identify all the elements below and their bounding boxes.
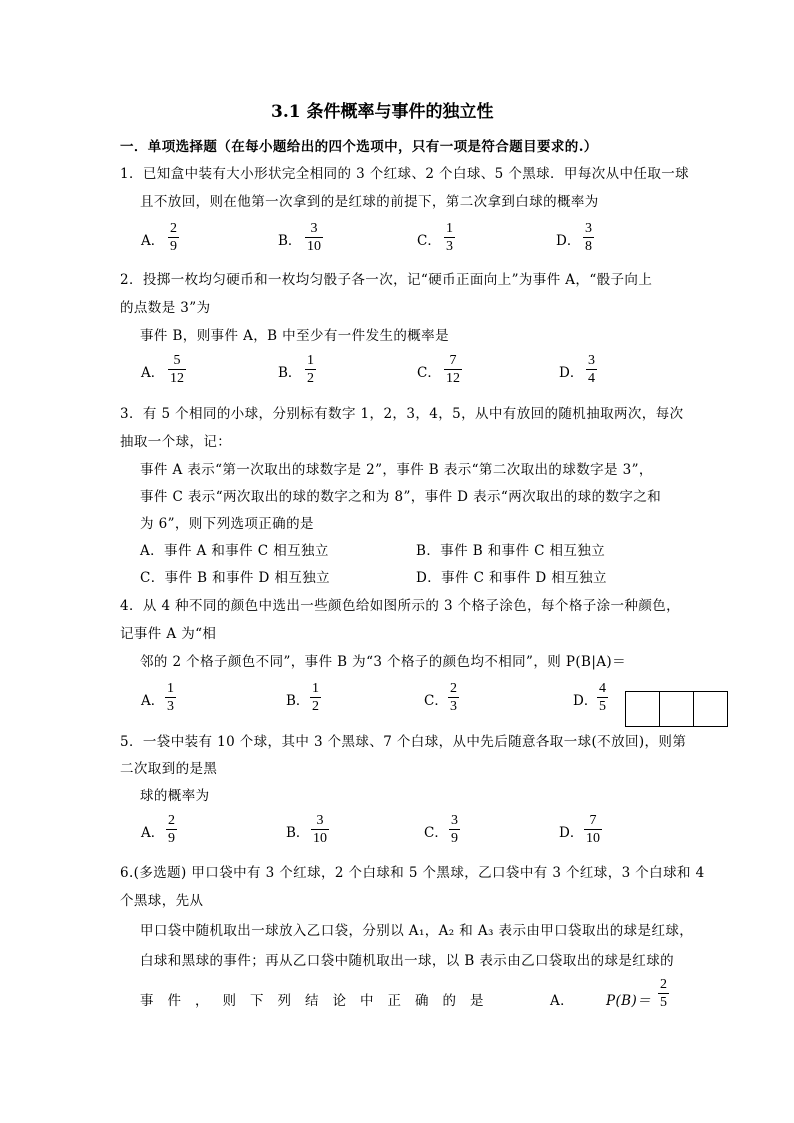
q6-line3: 甲口袋中随机取出一球放入乙口袋，分别以 A₁，A₂ 和 A₃ 表示由甲口袋取出的球是红球， — [140, 923, 694, 939]
q1-opts-fraction-0 — [168, 220, 179, 255]
q6-line1: 6.(多选题) 甲口袋中有 3 个红球，2 个白球和 5 个黑球，乙口袋中有 3 个红球，3 个白球和 4 — [120, 865, 705, 881]
q6-option-a-expr: P(B)＝ — [606, 993, 652, 1009]
fraction-denominator: 9 — [168, 831, 175, 846]
fraction-numerator: 7 — [449, 353, 457, 368]
q3-line2: 抽取一个球，记： — [120, 434, 232, 450]
page-title: 3.1 条件概率与事件的独立性 — [271, 102, 494, 122]
q5-opts-fraction-2 — [449, 812, 460, 847]
q1-opts-fraction-1 — [305, 220, 323, 255]
q5-opts-fraction-1 — [311, 812, 329, 847]
q3-option-b: B．事件 B 和事件 C 相互独立 — [416, 543, 606, 559]
fraction-numerator: 2 — [660, 977, 667, 992]
q5-line1: 5．一袋中装有 10 个球，其中 3 个黑球、7 个白球，从中先后随意各取一球(不放回)，则第 — [120, 734, 687, 750]
fraction-denominator: 3 — [167, 699, 174, 714]
fraction-numerator: 2 — [450, 681, 457, 696]
q3-line1: 3．有 5 个相同的小球，分别标有数字 1，2，3，4，5，从中有放回的随机抽取两次，每次 — [120, 406, 684, 422]
q2-opts-fraction-0 — [168, 352, 186, 387]
fraction-numerator: 2 — [170, 221, 177, 236]
q2-opts-letter-0: A． — [141, 365, 165, 381]
q5-opts-letter-3: D． — [559, 825, 584, 841]
fraction-denominator: 4 — [588, 371, 595, 386]
fraction-denominator: 2 — [312, 699, 319, 714]
q2-line1: 2．投掷一枚均匀硬币和一枚均匀骰子各一次，记“硬币正面向上”为事件 A，“骰子向上 — [120, 272, 653, 288]
q2-opts-letter-2: C． — [417, 365, 441, 381]
fraction-numerator: 1 — [167, 681, 174, 696]
fraction-numerator: 7 — [589, 813, 597, 828]
q1-opts-fraction-2 — [444, 220, 455, 255]
fraction-denominator: 9 — [451, 831, 458, 846]
q5-opts-letter-2: C． — [424, 825, 448, 841]
fraction-denominator: 10 — [307, 239, 321, 254]
q2-opts-fraction-3 — [586, 352, 597, 387]
q1-line2: 且不放回，则在他第一次拿到的是红球的前提下，第二次拿到白球的概率为 — [140, 194, 599, 210]
q3-option-d: D．事件 C 和事件 D 相互独立 — [416, 570, 607, 586]
q4-line1: 4．从 4 种不同的颜色中选出一些颜色给如图所示的 3 个格子涂色，每个格子涂一种颜色， — [120, 598, 681, 614]
q4-opts-letter-2: C． — [424, 693, 448, 709]
q2-line3: 事件 B，则事件 A，B 中至少有一件发生的概率是 — [140, 328, 449, 344]
q3-line3: 事件 A 表示“第一次取出的球数字是 2”，事件 B 表示“第二次取出的球数字是 3”， — [140, 462, 653, 478]
q6-line5: 事件，则下列结论中正确的是 — [140, 993, 498, 1009]
q3-line4: 事件 C 表示“两次取出的球的数字之和为 8”，事件 D 表示“两次取出的球的数字之和 — [140, 489, 662, 505]
fraction-numerator: 3 — [310, 221, 318, 236]
fraction-denominator: 10 — [586, 831, 600, 846]
fraction-numerator: 2 — [168, 813, 175, 828]
fraction-numerator: 1 — [307, 353, 314, 368]
grid-cell — [626, 692, 660, 726]
q4-opts-letter-0: A． — [141, 693, 165, 709]
q5-opts-fraction-3 — [584, 812, 602, 847]
section-header: 一．单项选择题（在每小题给出的四个选项中，只有一项是符合题目要求的.） — [120, 139, 598, 155]
q4-opts-fraction-0 — [165, 680, 176, 715]
three-cell-grid-figure — [625, 691, 728, 727]
q1-opts-letter-2: C． — [417, 233, 441, 249]
fraction-denominator: 12 — [446, 371, 460, 386]
q5-opts-letter-0: A． — [141, 825, 165, 841]
fraction-denominator: 9 — [170, 239, 177, 254]
fraction-denominator: 5 — [660, 995, 667, 1010]
q1-opts-letter-0: A． — [141, 233, 165, 249]
fraction-numerator: 3 — [585, 221, 592, 236]
fraction-numerator: 3 — [451, 813, 458, 828]
q5-line2: 二次取到的是黑 — [120, 761, 218, 777]
fraction-denominator: 2 — [307, 371, 314, 386]
q6-option-a-label: A． — [550, 993, 575, 1009]
q4-line3: 邻的 2 个格子颜色不同”，事件 B 为“3 个格子的颜色均不相同”，则 P(B|A)＝ — [140, 654, 626, 670]
q4-opts-letter-3: D． — [573, 693, 598, 709]
q3-line5: 为 6”，则下列选项正确的是 — [140, 516, 314, 532]
q2-line2: 的点数是 3”为 — [120, 300, 211, 316]
q4-line2: 记事件 A 为“相 — [120, 626, 217, 642]
fraction-denominator: 12 — [170, 371, 184, 386]
fraction-denominator: 3 — [446, 239, 453, 254]
fraction-denominator: 5 — [599, 699, 606, 714]
q2-opts-fraction-2 — [444, 352, 462, 387]
q3-option-c: C．事件 B 和事件 D 相互独立 — [140, 570, 331, 586]
q5-opts-fraction-0 — [166, 812, 177, 847]
fraction-denominator: 3 — [450, 699, 457, 714]
q6-option-a-fraction — [658, 976, 669, 1011]
q4-opts-fraction-2 — [448, 680, 459, 715]
fraction-numerator: 1 — [312, 681, 319, 696]
q1-opts-letter-3: D． — [556, 233, 581, 249]
fraction-numerator: 4 — [599, 681, 606, 696]
fraction-numerator: 1 — [446, 221, 453, 236]
fraction-denominator: 10 — [313, 831, 327, 846]
q1-line1: 1．已知盒中装有大小形状完全相同的 3 个红球、2 个白球、5 个黑球．甲每次从中任取一球 — [120, 166, 690, 182]
fraction-denominator: 8 — [585, 239, 592, 254]
q3-option-a: A．事件 A 和事件 C 相互独立 — [140, 543, 329, 559]
q5-line3: 球的概率为 — [140, 788, 210, 804]
q2-opts-letter-3: D． — [559, 365, 584, 381]
fraction-numerator: 3 — [316, 813, 324, 828]
q6-line4: 白球和黑球的事件；再从乙口袋中随机取出一球，以 B 表示由乙口袋取出的球是红球的 — [140, 953, 675, 969]
q2-opts-fraction-1 — [305, 352, 316, 387]
q2-opts-letter-1: B． — [278, 365, 302, 381]
grid-cell — [660, 692, 694, 726]
fraction-numerator: 5 — [173, 353, 181, 368]
q4-opts-fraction-3 — [597, 680, 608, 715]
q6-line2: 个黑球，先从 — [120, 893, 204, 909]
q1-opts-letter-1: B． — [278, 233, 302, 249]
q5-opts-letter-1: B． — [286, 825, 310, 841]
grid-cell — [694, 692, 727, 726]
q4-opts-letter-1: B． — [286, 693, 310, 709]
q1-opts-fraction-3 — [583, 220, 594, 255]
fraction-numerator: 3 — [588, 353, 595, 368]
q4-opts-fraction-1 — [310, 680, 321, 715]
